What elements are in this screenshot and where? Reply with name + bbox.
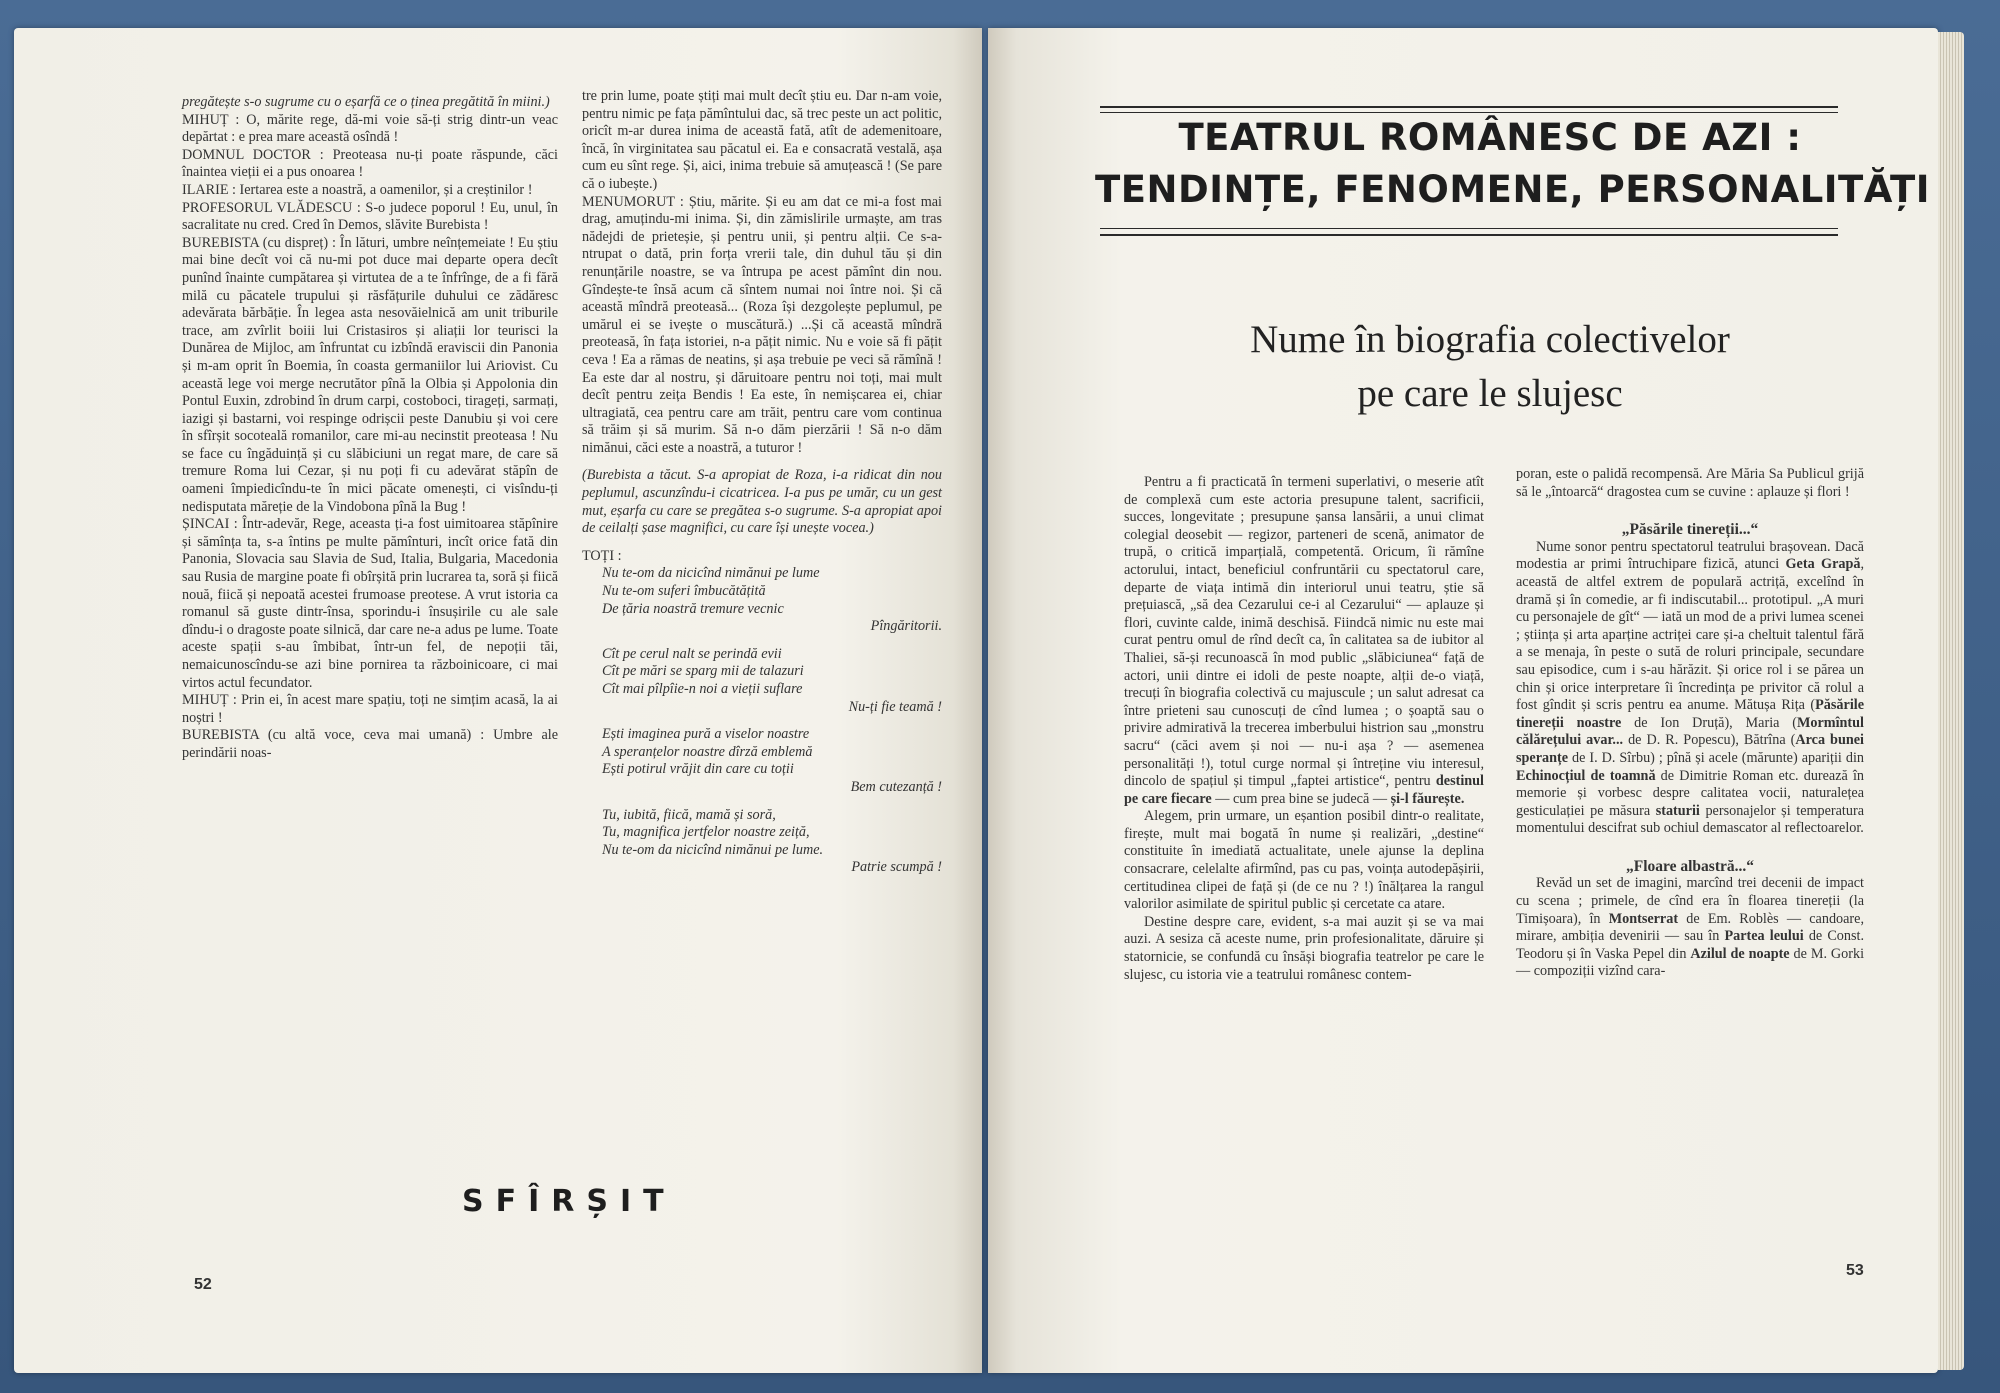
section-2-bold: Azilul de noapte: [1690, 945, 1790, 962]
section-1-text: , această de altfel extrem de populară actriță, excelînd în dramă și în comedie, ar fi indiscutabil... prototipul. „A muri cu personajele de gît“ — iată un mod de a privi lumea scenei ; știința și arta aparține actriței care și-a cheltuit talentul fără a se menaja, în peste o sută de roluri principale, secundare sau episodice, cum i s-au hărăzit. Și orice rol i se părea un chin și orice interpretare îi încredința pe privitor că rolul a fost gîndit și scris pentru ea anume. Mătușa Rița (: [1516, 556, 1865, 714]
section-1-bold: Arca bunei speranțe: [1516, 732, 1864, 766]
left-col2-paragraph: [582, 646, 942, 664]
left-col1-paragraph: [182, 516, 558, 692]
section-1-text: Nume sonor pentru spectatorul teatrului brașovean. Dacă modestia ar primi întruchipare fizică, atunci: [1516, 538, 1864, 573]
right-col1-text: Alegem, prin urmare, un eșantion posibil dintr-o realitate, firește, mult mai bogată în nume și realizări, „destine“ constituite în imediată actualitate, unele ajunse la deplina consacrare, celelalte afirmînd, pas cu pas, voința autodepășirii, certitudinea clipei de față și (de ce nu ? !) înălțarea la rangul valorilor asimilate de spiritul public și cercetate ca atare.: [1124, 808, 1484, 913]
article-title-line-1: Nume în biografia colectivelor: [1250, 318, 1730, 361]
left-col2-paragraph: [582, 601, 942, 619]
left-col2-text: De țăria noastră tremure vecnic: [602, 600, 784, 617]
page-number-left: 52: [194, 1276, 212, 1293]
left-col2-text: Cît pe cerul nalt se perindă evii: [602, 645, 782, 662]
left-col2-paragraph: [582, 583, 942, 601]
right-col1-paragraph: [1124, 914, 1484, 984]
end-word: SFÎRȘIT: [462, 1184, 676, 1219]
left-col2-paragraph: [582, 565, 942, 583]
left-col2-paragraph: [582, 726, 942, 744]
left-col2-paragraph: [582, 194, 942, 458]
page-number-right: 53: [1846, 1262, 1864, 1279]
left-col2-paragraph: [582, 779, 942, 797]
left-col1-text: pregătește s-o sugrume cu o eșarfă ce o ținea pregătită în miini.): [182, 94, 550, 110]
left-col2-paragraph: [582, 859, 942, 877]
left-col2-paragraph: [582, 548, 942, 566]
section-1-paragraph: [1516, 539, 1864, 838]
article-title-line-2: pe care le slujesc: [1357, 372, 1623, 415]
section-1-bold: staturii: [1655, 802, 1700, 819]
left-col1-text: ILARIE : Iertarea este a noastră, a oamenilor, și a creștinilor !: [182, 181, 533, 198]
left-col2-paragraph: [582, 744, 942, 762]
left-col1-text: DOMNUL DOCTOR : Preoteasa nu-ți poate răspunde, căci înaintea vieții ei a pus onoarea !: [182, 146, 558, 181]
right-col1-bold: și-l făurește.: [1390, 790, 1465, 807]
rubric-bottom-rule-thin: [1100, 228, 1838, 229]
right-page-column-1: [1124, 474, 1484, 984]
left-col2-text: tre prin lume, poate știți mai mult decît știu eu. Dar n-am voie, pentru nimic pe fața pămîntului dac, să trec peste un act politic, oricît m-ar durea inima de această fată, atît de ademenitoare, încă, în virginitatea sau păcatul ei. Ea e consacrată vestală, așa cum eu sînt rege. Și, aici, inima trebuie să amuțească ! (Se pare că o iubește.): [582, 88, 942, 192]
section-2-text: de Em. Roblès — candoare, mirare, ambiția devenirii — sau în: [1516, 910, 1865, 945]
left-col1-text: BUREBISTA (cu altă voce, ceva mai umană) : Umbre ale perindării noas-: [182, 727, 558, 761]
left-col2-text: Nu-ți fie teamă !: [848, 698, 942, 715]
section-1-text: personajelor și temperatura momentului descifrat sub ochiul demascator al reflectoarelor.: [1516, 802, 1864, 837]
rubric-line-2: TENDINȚE, FENOMENE, PERSONALITĂȚI: [1095, 168, 1931, 211]
left-col2-text: Nu te-om da nicicînd nimănui pe lume.: [602, 841, 824, 858]
left-col2-paragraph: [582, 824, 942, 842]
left-col1-paragraph: [182, 147, 558, 182]
section-2-bold: Montserrat: [1608, 910, 1679, 927]
left-col2-paragraph: [582, 842, 942, 860]
left-col2-text: A speranțelor noastre dîrză emblemă: [602, 743, 813, 760]
left-col2-paragraph: [582, 467, 942, 537]
right-col1-bold: destinul pe care fiecare: [1124, 773, 1484, 807]
section-2-paragraph: [1516, 875, 1864, 981]
left-col2-paragraph: [582, 618, 942, 636]
left-col2-text: Ești imaginea pură a viselor noastre: [602, 726, 810, 743]
left-col2-text: Patrie scumpă !: [851, 859, 942, 876]
right-page-column-2: [1516, 466, 1864, 981]
left-col2-text: Nu te-om suferi îmbucătățită: [602, 583, 766, 600]
left-col1-paragraph: [182, 200, 558, 235]
right-col1-paragraph: [1124, 474, 1484, 808]
rubric-bottom-rule: [1100, 234, 1838, 236]
left-col2-text: Cît mai pîlpîie-n noi a vieții suflare: [602, 681, 803, 697]
left-col2-text: TOȚI :: [582, 547, 622, 564]
section-heading-floare: „Floare albastră...“: [1625, 857, 1754, 875]
left-col2-paragraph: [582, 681, 942, 699]
section-2-text: de M. Gorki — compoziții vizînd cara-: [1516, 945, 1865, 980]
left-col2-text: Tu, magnifica jertfelor noastre zeiță,: [602, 824, 810, 841]
page-edges: [1938, 32, 1964, 1370]
section-1-text: de Ion Druță), Maria (: [1621, 714, 1797, 731]
left-col2-paragraph: [582, 663, 942, 681]
rubric-top-rule: [1100, 106, 1838, 108]
left-col1-paragraph: [182, 727, 558, 762]
left-col2-paragraph: [582, 761, 942, 779]
section-1-text: de Dimitrie Roman etc. durează în memorie și vorbesc despre calitatea vocii, naturalețea gesticulației pe măsura: [1516, 767, 1864, 819]
left-col1-paragraph: [182, 112, 558, 147]
left-col1-text: MIHUȚ : Prin ei, în acest mare spațiu, toți ne simțim acasă, la ai noștri !: [182, 692, 558, 726]
right-col1-text: — cum prea bine se judecă —: [1211, 790, 1391, 807]
section-1-text: de D. R. Popescu), Bătrîna (: [1623, 732, 1796, 749]
left-col1-text: PROFESORUL VLĂDESCU : S-o judece poporul ! Eu, unul, în sacralitate nu cred. Cred în Demos, slăvite Burebista !: [182, 199, 558, 234]
section-1-bold: Mormîntul călărețului avar...: [1516, 714, 1864, 749]
right-col1-paragraph: [1124, 808, 1484, 914]
rubric-top-rule-thin: [1100, 112, 1838, 113]
right-col1-text: Pentru a fi practicată în termeni superlativi, o meserie atît de complexă cum este actoria presupune talent, sacrificii, succes, longevitate ; presupune șansa lansării, a unui climat colegial deosebit — regizor, parteneri de scenă, animator de trupă, o critică imparțială, competentă. Oricum, îi rămîne actorului, intact, beneficiul confruntării cu spectatorul care, departe de viața intimă din interiorul unui teatru, știe să prețuiască, „să dea Cezarului ce-i al Cezarului“ — aplauze și flori, cuvinte calde, inimă deschisă. Fiindcă nimic nu este mai curat pentru omul de rînd decît ca, în calitatea sa de iubitor al Thaliei, să-și recunoască în mod public „slăbiciunea“ față de actori, unii dintre ei idoli de peste noapte, alții de-o viață, trecuți în biografia colectivă cu majuscule ; un salut adresat ca între prieteni sau cunoscuți de cînd lumea ; o șoaptă sau o privire admirativă la trecerea imberbului histrion sau „monstru sacru“ (căci avem și noi — nu-i așa ? — asemenea personalități !), totul curge normal și întreține viu interesul, dincolo de spațiul și timpul „faptei artistice“, pentru: [1124, 474, 1484, 790]
right-col1-text: Destine despre care, evident, s-a mai auzit și se va mai auzi. A sesiza că aceste nume, prin profesionalitate, dăruire și statornicie, se confundă cu însăși biografia teatrelor pe care le slujesc, cu istoria vie a teatrului românesc contem-: [1124, 913, 1484, 983]
section-1-bold: Păsările tinereții noastre: [1516, 697, 1864, 731]
section-2-text: Revăd un set de imagini, marcînd trei decenii de impact cu scena ; primele, de cînd era în floarea tinereții (la Timișoara), în: [1516, 875, 1864, 927]
left-col2-paragraph: [582, 88, 942, 194]
left-col2-text: Tu, iubită, fiică, mamă și soră,: [602, 806, 776, 823]
left-col2-text: (Burebista a tăcut. S-a apropiat de Roza, i-a ridicat din nou peplumul, ascunzîndu-i cicatricea. I-a pus pe umăr, cu un gest mut, eșarfa cu care se pregătea s-o sugrume. S-a apropiat apoi de ceilalți șase magnifici, cu care își unește vocea.): [582, 467, 942, 537]
left-page-column-2: [582, 88, 942, 877]
left-page-column-1: [182, 94, 558, 763]
left-col2-text: Pîngăritorii.: [870, 618, 942, 635]
left-col1-paragraph: [182, 182, 558, 200]
left-col1-paragraph: [182, 235, 558, 517]
rubric-line-1: TEATRUL ROMÂNESC DE AZI :: [1178, 116, 1802, 159]
left-col2-text: Bem cutezanță !: [850, 778, 942, 795]
left-col2-text: Cît pe mări se sparg mii de talazuri: [602, 663, 804, 680]
section-1-bold: Geta Grapă: [1785, 556, 1861, 573]
left-col2-text: MENUMORUT : Știu, mărite. Și eu am dat ce mi-a fost mai drag, amuțindu-mi inima. Și, din zămislirile urmaște, am tras nădejdi de prieteșie, și pentru unii, și pentru alții. Ce s-a-ntrupat o dată, prin forța vrerii tale, din duhul tău și din renunțările noastre, se va întrupa pe acest pămînt din nou. Gîndește-te însă acum că sîntem numai noi între noi. Și că această mîndră preoteasă... (Roza își dezgolește peplumul, pe umărul ei se ivește o muscătură.) ...Și că această mîndră preoteasă, în fața istoriei, n-a pățit nimic. Nu e voie să fi pățit ceva ! Ea a rămas de neatins, și așa trebuie pe veci să rămînă ! Ea este dar al nostru, și dăruitoare pentru noi toți, mai mult decît pentru zeița Bendis ! Ea este, în nemișcarea ei, chiar ultragiată, cea pentru care am trăit, pentru care vom continua să trăim și să murim. Să n-o dăm pierzării ! Să n-o dăm nimănui, căci este a noastră, a tuturor !: [582, 193, 942, 456]
left-col2-text: Nu te-om da nicicînd nimănui pe lume: [602, 565, 820, 582]
section-heading-pasarile: „Păsările tinereții...“: [1621, 521, 1759, 539]
left-col1-paragraph: [182, 94, 558, 112]
left-col2-paragraph: [582, 699, 942, 717]
left-page: [14, 28, 982, 1373]
section-2-bold: Partea leului: [1724, 928, 1804, 945]
section-1-bold: Echinocțiul de toamnă: [1516, 767, 1656, 784]
left-col1-paragraph: [182, 692, 558, 727]
left-col1-text: BUREBISTA (cu dispreț) : În lături, umbre neînțemeiate ! Eu știu mai bine decît voi că nu-mi pot duce mai departe opera decît punînd înainte cumpătarea și virtutea de a te înfrînge, de a fi fără milă cu păcatele trupului și răsfățurile duhului ce zădăresc adevărata bărbăție. În legea asta nesovăielnică am unit triburile trace, am zvîrlit boiii lui Cristasiros și aliații lor teurisci la Dunărea de Mijloc, am înfruntat cu izbîndă eraviscii din Panonia și m-am oprit în Boemia, în coasta germaniilor lui Ariovist. Cu această lege voi merge necrutător pînă la Olbia și Appolonia din Pontul Euxin, zdrobind în drum carpi, costoboci, tirageți, sarmați, iazigi și bastarni, voi respinge odrișcii peste Danubiu și voi cere în sfîrșit socoteală romanilor, care mi-au necinstit preoteasa ! Nu se face cu îngăduință și cu slăbiciuni un regat mare, de care să tremure Roma lui Cezar, și nu poți fi cu adevărat stăpîn de oameni împiedicîndu-te în mici păcate omenești, ci visîndu-ți nedisputata măreție de la Vindobona pînă la Bug !: [182, 234, 558, 515]
column-2-intro: poran, este o palidă recompensă. Are Măria Sa Publicul grijă să le „întoarcă“ dragostea cum se cuvine : aplauze și flori !: [1516, 466, 1864, 500]
left-col2-text: Ești potirul vrăjit din care cu toții: [602, 761, 794, 778]
section-1-text: de I. D. Sîrbu) ; pînă și acele (mărunte) apariții din: [1568, 749, 1864, 766]
left-col1-text: ȘINCAI : Într-adevăr, Rege, aceasta ți-a fost uimitoarea stăpînire și sămînța ta, s-a întins pe multe pămînturi, incît orice fată din Panonia, Slovacia sau Slavia de Sud, Italia, Bulgaria, Macedonia sau Rusia de margine poate fi obîrșită prin lucrarea ta, soră și fiică nouă, fiică și nepoată acestei frumoase preotese. A vrut istoria ca romanul să guste dintr-însa, sporindu-i însușirile cu ale sale dîndu-i o dragoste poate silnică, dar care ne-a adus pe lume. Toate aceste spații s-au îmbibat, într-un fel, de nepoții tăi, nemaicunoscîndu-se azi bine pornirea ta războinicoare, ci mai virtos actul fecundator.: [182, 516, 558, 691]
left-col1-text: MIHUȚ : O, mărite rege, dă-mi voie să-ți strig dintr-un veac depărtat : e prea mare această osîndă !: [182, 111, 558, 146]
section-2-text: de Const. Teodoru și în Vaska Pepel din: [1516, 928, 1864, 962]
left-col2-paragraph: [582, 807, 942, 825]
